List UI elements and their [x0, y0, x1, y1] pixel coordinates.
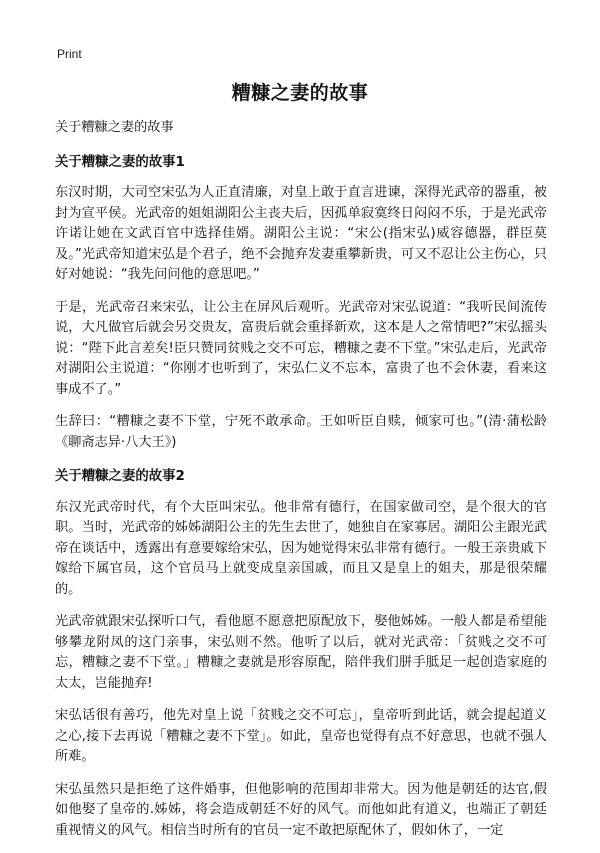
paragraph: 东汉时期，大司空宋弘为人正直清廉，对皇上敢于直言进谏，深得光武帝的器重，被封为宣平侯。光武帝的姐姐湖阳公主丧夫后，因孤单寂寞终日闷闷不乐，于是光武帝许诺让她在文武百官中选择佳婿。湖阳公主说：“宋公(指宋弘)威容德器，群臣莫及。”光武帝知道宋弘是个君子，绝不会抛弃发妻重攀新贵，可又不忍让公主伤心，只好对她说：“我先问问他的意思吧。” — [55, 185, 547, 282]
section-heading-2: 关于糟糠之妻的故事2 — [55, 469, 185, 484]
section-heading-1: 关于糟糠之妻的故事1 — [55, 154, 185, 170]
print-link[interactable]: Print — [57, 47, 82, 61]
paragraph: 宋弘话很有善巧，他先对皇上说「贫贱之交不可忘」，皇帝听到此话，就会提起道义之心,接下去再说「糟糠之妻不下堂」。如此，皇帝也觉得有点不好意思，也就不强人所难。 — [55, 708, 547, 764]
article-body — [55, 118, 547, 853]
paragraph: 东汉光武帝时代，有个大臣叫宋弘。他非常有德行，在国家做司空，是个很大的官职。当时，光武帝的姊姊湖阳公主的先生去世了，她独自在家寡居。湖阳公主跟光武帝在谈话中，透露出有意要嫁给宋弘，因为她觉得宋弘非常有德行。一般王亲贵戚下嫁给下属官员，这个官员马上就变成皇亲国戚，而且又是皇上的姐夫，那是很荣耀的。 — [55, 499, 547, 597]
page-title: 糟糠之妻的故事 — [231, 82, 369, 104]
paragraph: 光武帝就跟宋弘探听口气，看他愿不愿意把原配放下，娶他姊姊。一般人都是希望能够攀龙附凤的这门亲事，宋弘则不然。他听了以后，就对光武帝：「贫贱之交不可忘，糟糠之妻不下堂。」糟糠之妻就是形容原配，陪伴我们胼手胝足一起创造家庭的太太，岂能抛弃! — [55, 614, 547, 691]
paragraph: 生辞曰：“糟糠之妻不下堂，宁死不敢承命。王如听臣自赎，倾家可也。”(清·蒲松龄《聊斋志异·八大王》) — [55, 414, 547, 450]
paragraph: 于是，光武帝召来宋弘，让公主在屏风后观听。光武帝对宋弘说道：“我听民间流传说，大凡做官后就会另交贵友，富贵后就会重择新欢，这本是人之常情吧?”宋弘摇头说：“陛下此言差矣!臣只赞同贫贱之交不可忘，糟糠之妻不下堂。”宋弘走后，光武帝对湖阳公主说道：“你刚才也听到了，宋弘仁义不忘本，富贵了也不会休妻，看来这事成不了。” — [55, 299, 547, 397]
article-subtitle: 关于糟糠之妻的故事 — [55, 120, 174, 135]
paragraph: 宋弘虽然只是拒绝了这件婚事，但他影响的范围却非常大。因为他是朝廷的达官,假如他娶了皇帝的.姊姊，将会造成朝廷不好的风气。而他如此有道义，也端正了朝廷重视情义的风气。相信当时所有的官员一定不敢把原配休了，假如休了，一定 — [55, 781, 547, 838]
